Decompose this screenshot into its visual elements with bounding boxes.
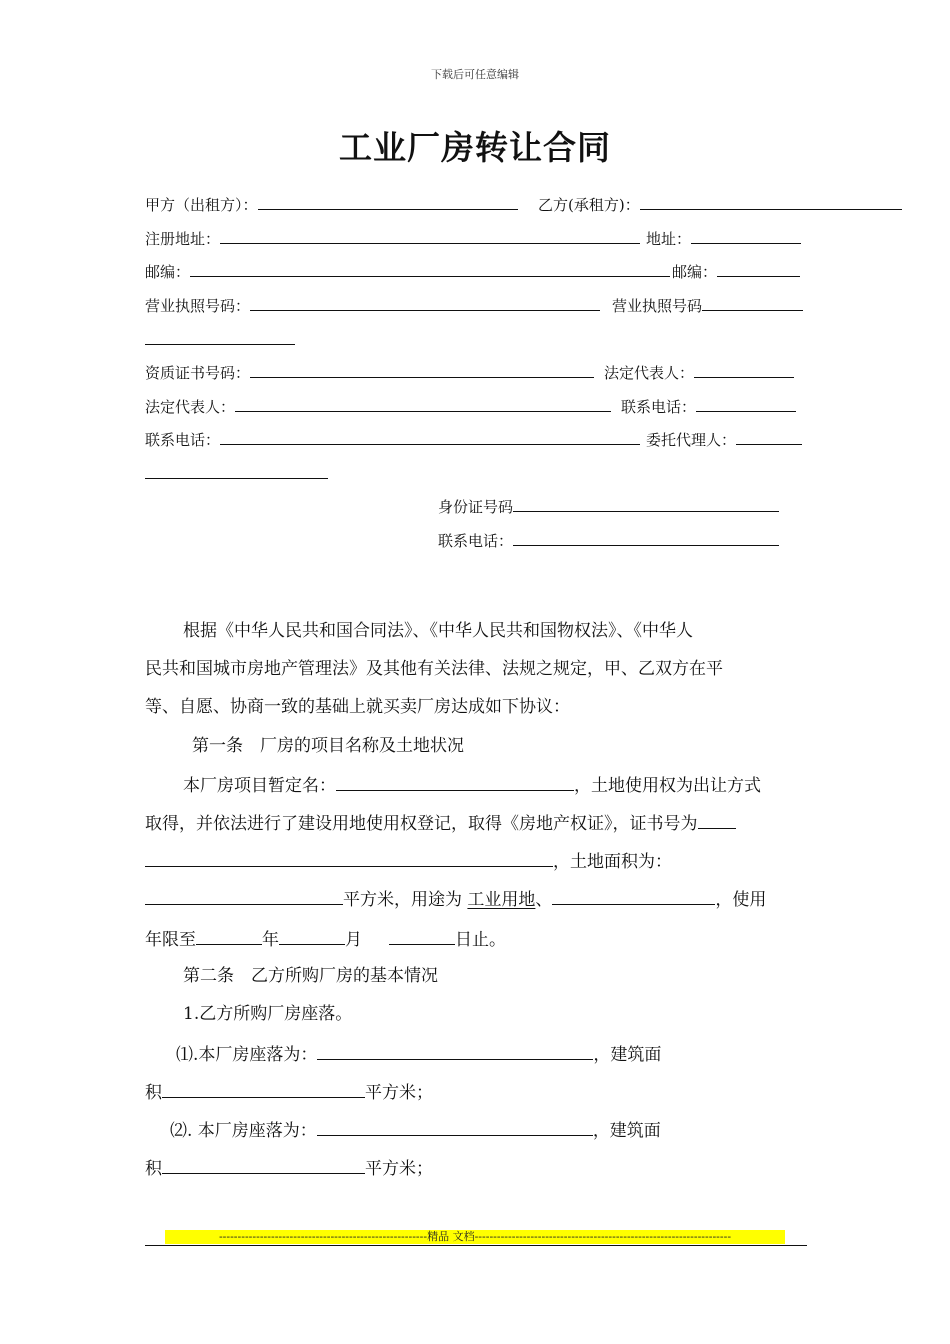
area-1-blank[interactable] [162, 1080, 365, 1098]
license-b-label: 营业执照号码 [612, 297, 703, 315]
area-1-prefix: 积 [145, 1083, 162, 1103]
postcode-b-blank[interactable] [717, 261, 800, 277]
intro-line-2: 民共和国城市房地产管理法》及其他有关法律、法规之规定，甲、乙双方在平 [145, 659, 723, 679]
agent-blank[interactable] [736, 429, 802, 445]
certificate-number-blank[interactable] [698, 811, 736, 829]
postcode-a-label: 邮编： [145, 263, 191, 281]
article-1-line-4 [145, 887, 766, 911]
usage-value: 工业用地 [467, 890, 536, 910]
usage-separator: 、 [535, 890, 553, 910]
agent-phone-blank[interactable] [513, 530, 779, 546]
address-field [646, 228, 801, 249]
land-area-blank[interactable] [145, 887, 343, 905]
agent-phone-field [438, 530, 779, 551]
license-b-blank-continued[interactable] [145, 344, 295, 345]
article-2-title: 第二条 乙方所购厂房的基本情况 [183, 966, 438, 986]
party-a-field [145, 194, 518, 215]
document-title: 工业厂房转让合同 [339, 128, 611, 167]
area-2-line [145, 1156, 433, 1180]
phone-b-blank[interactable] [696, 396, 796, 412]
area-2-suffix: 平方米； [365, 1159, 433, 1179]
term-until-label: 年限至 [145, 930, 196, 950]
area-2-prefix: 积 [145, 1159, 162, 1179]
legal-rep-b-label: 法定代表人： [604, 364, 695, 382]
article-1-line-5 [145, 927, 506, 951]
project-name-blank[interactable] [336, 773, 574, 791]
party-a-label: 甲方（出租方）： [145, 196, 258, 214]
build-area-2-label: ，建筑面 [592, 1121, 661, 1141]
year-label: 年 [262, 930, 279, 950]
article-1-line-3 [145, 849, 672, 873]
term-year-blank[interactable] [196, 927, 262, 945]
land-use-right-text: ，土地使用权为出让方式 [574, 776, 761, 796]
location-1-label: ⑴.本厂房座落为： [176, 1045, 318, 1065]
footer-watermark-bar: --------------------------------------------------------精品 文档--------------------------------------------------------------------- [165, 1230, 785, 1244]
phone-a-blank[interactable] [220, 429, 640, 445]
legal-rep-b-blank[interactable] [694, 362, 794, 378]
phone-a-label: 联系电话： [145, 431, 221, 449]
area-1-line [145, 1080, 433, 1104]
postcode-a-field [145, 261, 670, 282]
article-1-line-1 [183, 773, 761, 797]
legal-rep-a-blank[interactable] [235, 396, 611, 412]
party-b-blank[interactable] [640, 194, 902, 210]
party-b-field [538, 194, 902, 215]
article-2-item-1: 1.乙方所购厂房座落。 [183, 1004, 353, 1024]
legal-rep-a-label: 法定代表人： [145, 398, 236, 416]
license-a-blank[interactable] [250, 295, 600, 311]
legal-rep-a-field [145, 396, 611, 417]
location-2-line [170, 1118, 661, 1142]
phone-b-field [621, 396, 796, 417]
day-end-label: 日止。 [455, 930, 507, 950]
postcode-b-label: 邮编： [672, 263, 718, 281]
reg-address-field [145, 228, 640, 249]
phone-a-field [145, 429, 640, 450]
license-b-blank[interactable] [702, 295, 803, 311]
postcode-b-field [672, 261, 800, 282]
agent-phone-label: 联系电话： [438, 532, 514, 550]
phone-b-label: 联系电话： [621, 398, 697, 416]
reg-address-blank[interactable] [220, 228, 640, 244]
land-area-label: ，土地面积为： [553, 852, 672, 872]
area-2-blank[interactable] [162, 1156, 365, 1174]
qualification-label: 资质证书号码： [145, 364, 251, 382]
certificate-text: 取得，并依法进行了建设用地使用权登记，取得《房地产权证》，证书号为 [145, 814, 698, 834]
license-a-field [145, 295, 600, 316]
build-area-1-label: ，建筑面 [593, 1045, 662, 1065]
header-note: 下载后可任意编辑 [431, 68, 519, 81]
intro-line-1: 根据《中华人民共和国合同法》、《中华人民共和国物权法》、《中华人 [183, 621, 693, 641]
id-number-field [438, 496, 779, 517]
article-1-title: 第一条 厂房的项目名称及土地状况 [192, 736, 464, 756]
legal-rep-b-field [604, 362, 794, 383]
agent-blank-continued[interactable] [145, 478, 328, 479]
term-month-blank[interactable] [279, 927, 345, 945]
article-1-line-2 [145, 811, 736, 835]
qualification-field [145, 362, 594, 383]
project-name-label: 本厂房项目暂定名： [183, 776, 336, 796]
footer-rule [145, 1245, 807, 1246]
usage-label: 平方米，用途为 [343, 890, 462, 910]
agent-field [646, 429, 802, 450]
agent-label: 委托代理人： [646, 431, 737, 449]
id-number-label: 身份证号码 [438, 498, 514, 516]
postcode-a-blank[interactable] [190, 261, 670, 277]
license-b-field [612, 295, 803, 316]
reg-address-label: 注册地址： [145, 230, 221, 248]
usage-other-blank[interactable] [552, 887, 715, 905]
area-1-suffix: 平方米； [365, 1083, 433, 1103]
address-blank[interactable] [691, 228, 801, 244]
license-a-label: 营业执照号码： [145, 297, 251, 315]
id-number-blank[interactable] [513, 496, 779, 512]
term-day-blank[interactable] [389, 927, 455, 945]
location-2-label: ⑵. 本厂房座落为： [170, 1121, 317, 1141]
intro-line-3: 等、自愿、协商一致的基础上就买卖厂房达成如下协议： [145, 697, 570, 717]
term-label: ，使用 [715, 890, 767, 910]
location-1-blank[interactable] [317, 1042, 593, 1060]
month-label: 月 [345, 930, 362, 950]
address-label: 地址： [646, 230, 692, 248]
party-b-label: 乙方(承租方)： [538, 196, 640, 214]
certificate-number-blank-continued[interactable] [145, 849, 553, 867]
qualification-blank[interactable] [250, 362, 594, 378]
location-2-blank[interactable] [317, 1118, 593, 1136]
location-1-line [176, 1042, 661, 1066]
party-a-blank[interactable] [258, 194, 518, 210]
